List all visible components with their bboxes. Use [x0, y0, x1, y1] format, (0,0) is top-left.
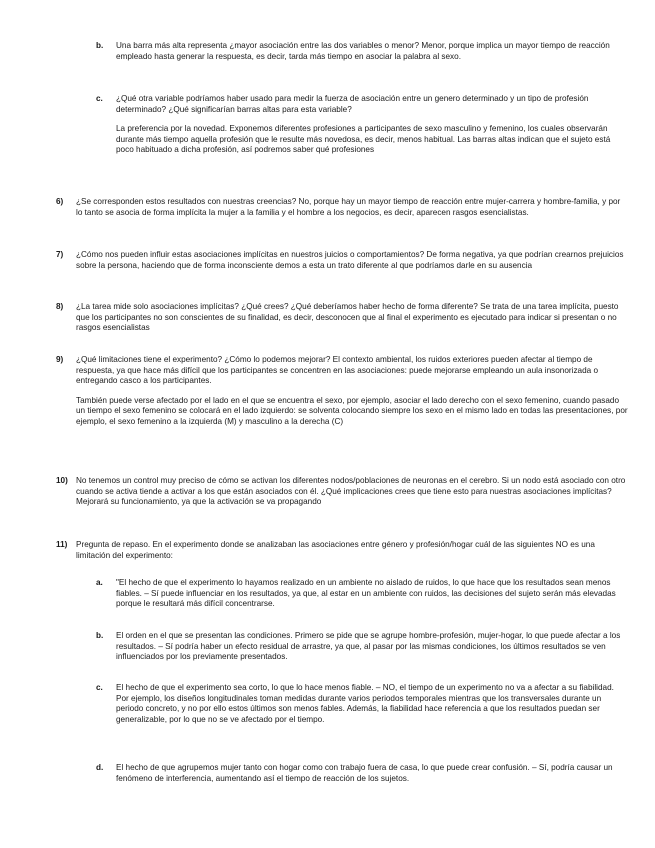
question-text: No tenemos un control muy preciso de cómo se activan los diferentes nodos/poblaciones de neuronas en el cerebro. Si un nodo está asociado con otro cuando se activa tiende a activar a los que están asociados con él. ¿Qué implicaciones crees que tiene esto para nuestras asociaciones implícitas? Mejorará su funcionamiento, ya que la activación se va propagando: [76, 476, 626, 507]
question-text: ¿Qué limitaciones tiene el experimento? ¿Cómo lo podemos mejorar? El contexto ambiental, los ruidos exteriores pueden afectar al tiempo de respuesta, ya que hace más difícil que los participantes se concentren en las asociaciones: puede mejorarse empleando un aula insonorizada o entregando casco a los participantes.: [76, 355, 599, 386]
question-text: ¿La tarea mide solo asociaciones implícitas? ¿Qué crees? ¿Qué deberíamos haber hecho de forma diferente? Se trata de una tarea implícita, puesto que los participantes no son conscientes de su finalidad, es decir, desconocen que al final el experimento es ejecutado para indicar si presentan o no rasgos esencialistas: [76, 302, 619, 333]
question-number: 9): [56, 355, 64, 364]
item-answer: La preferencia por la novedad. Exponemos diferentes profesiones a participantes de sexo masculino y femenino, los cuales observarán durante más tiempo aquella profesión que le resulte más novedosa, es decir, menos habitual. Las barras altas indican que el sujeto está poco habituado a dicha profesión, así podremos saber qué profesiones: [116, 124, 611, 155]
option-label: a.: [96, 578, 103, 587]
question-number: 8): [56, 302, 64, 311]
option-text: El hecho de que agrupemos mujer tanto con hogar como con trabajo fuera de casa, lo que puede crear confusión. – Sí, podría causar un fenómeno de interferencia, aumentando así el tiempo de reacción de los sujetos.: [116, 763, 613, 783]
option-label: c.: [96, 683, 103, 692]
list-item-c: [96, 94, 626, 156]
option-label: b.: [96, 631, 104, 640]
question-8: [56, 302, 628, 334]
question-text: ¿Cómo nos pueden influir estas asociaciones implícitas en nuestros juicios o comportamientos? De forma negativa, ya que podrían crearnos prejuicios sobre la persona, haciendo que de forma inconsciente demos a esta un trato diferente al que podríamos darle en su ausencia: [76, 250, 624, 270]
question-extra: También puede verse afectado por el lado en el que se encuentra el sexo, por ejemplo, asociar el lado derecho con el sexo femenino, cuando pasado un tiempo el sexo femenino se colocará en el lado izquierdo: se solventa colocando siempre los sexo en el mismo lado en todas las presentaciones, por ejemplo, el sexo femenino a la izquierda (M) y masculino a la derecha (C): [76, 395, 628, 426]
item-label: b.: [96, 41, 104, 50]
option-c: [96, 683, 626, 725]
question-number: 10): [56, 476, 68, 485]
question-number: 11): [56, 540, 68, 549]
option-a: [96, 578, 626, 610]
question-number: 7): [56, 250, 64, 259]
question-6: [56, 197, 628, 218]
question-7: [56, 250, 628, 271]
option-label: d.: [96, 763, 104, 772]
option-d: [96, 763, 626, 784]
option-text: El hecho de que el experimento sea corto, lo que lo hace menos fiable. – NO, el tiempo de un experimento no va a afectar a su fiabilidad. Por ejemplo, los diseños longitudinales toman medidas durante varios periodos temporales mientras que los transversales durante un periodo concreto, y no por ello estos últimos son menos fables. Además, la fiabilidad hace referencia a que los resultados puedan ser generalizable, por lo que no se ve afectado por el tiempo.: [116, 683, 614, 724]
question-10: [56, 476, 628, 508]
option-text: "El hecho de que el experimento lo hayamos realizado en un ambiente no aislado de ruidos, lo que hace que los resultados sean menos fiables. – Sí puede influenciar en los resultados, ya que, al estar en un ambiente con ruidos, las decisiones del sujeto serán más elevadas porque le resultará más difícil concentrarse.: [116, 578, 616, 609]
item-text: Una barra más alta representa ¿mayor asociación entre las dos variables o menor? Menor, porque implica un mayor tiempo de reacción empleado hasta generar la respuesta, es decir, tarda más tiempo en asociar la palabra al sexo.: [116, 41, 610, 61]
question-number: 6): [56, 197, 64, 206]
list-item-b: [96, 41, 626, 62]
option-text: El orden en el que se presentan las condiciones. Primero se pide que se agrupe hombre-profesión, mujer-hogar, lo que puede afectar a los resultados. – Sí podría haber un efecto residual de arrastre, ya que, al pasar por las mismas condiciones, los últimos resultados se ven influenciados por los previamente presentados.: [116, 631, 621, 662]
question-text: ¿Se corresponden estos resultados con nuestras creencias? No, porque hay un mayor tiempo de reacción entre mujer-carrera y hombre-familia, y por lo tanto se asocia de forma implícita la mujer a la familia y el hombre a los negocios, es decir, aparecen rasgos esencialistas.: [76, 197, 621, 217]
question-9: [56, 355, 628, 428]
item-text: ¿Qué otra variable podríamos haber usado para medir la fuerza de asociación entre un genero determinado y un tipo de profesión determinado? ¿Qué significarían barras altas para esta variable?: [116, 94, 589, 114]
item-label: c.: [96, 94, 103, 103]
question-text: Pregunta de repaso. En el experimento donde se analizaban las asociaciones entre género y profesión/hogar cuál de las siguientes NO es una limitación del experimento:: [76, 540, 595, 560]
option-b: [96, 631, 626, 663]
question-11: [56, 540, 628, 561]
